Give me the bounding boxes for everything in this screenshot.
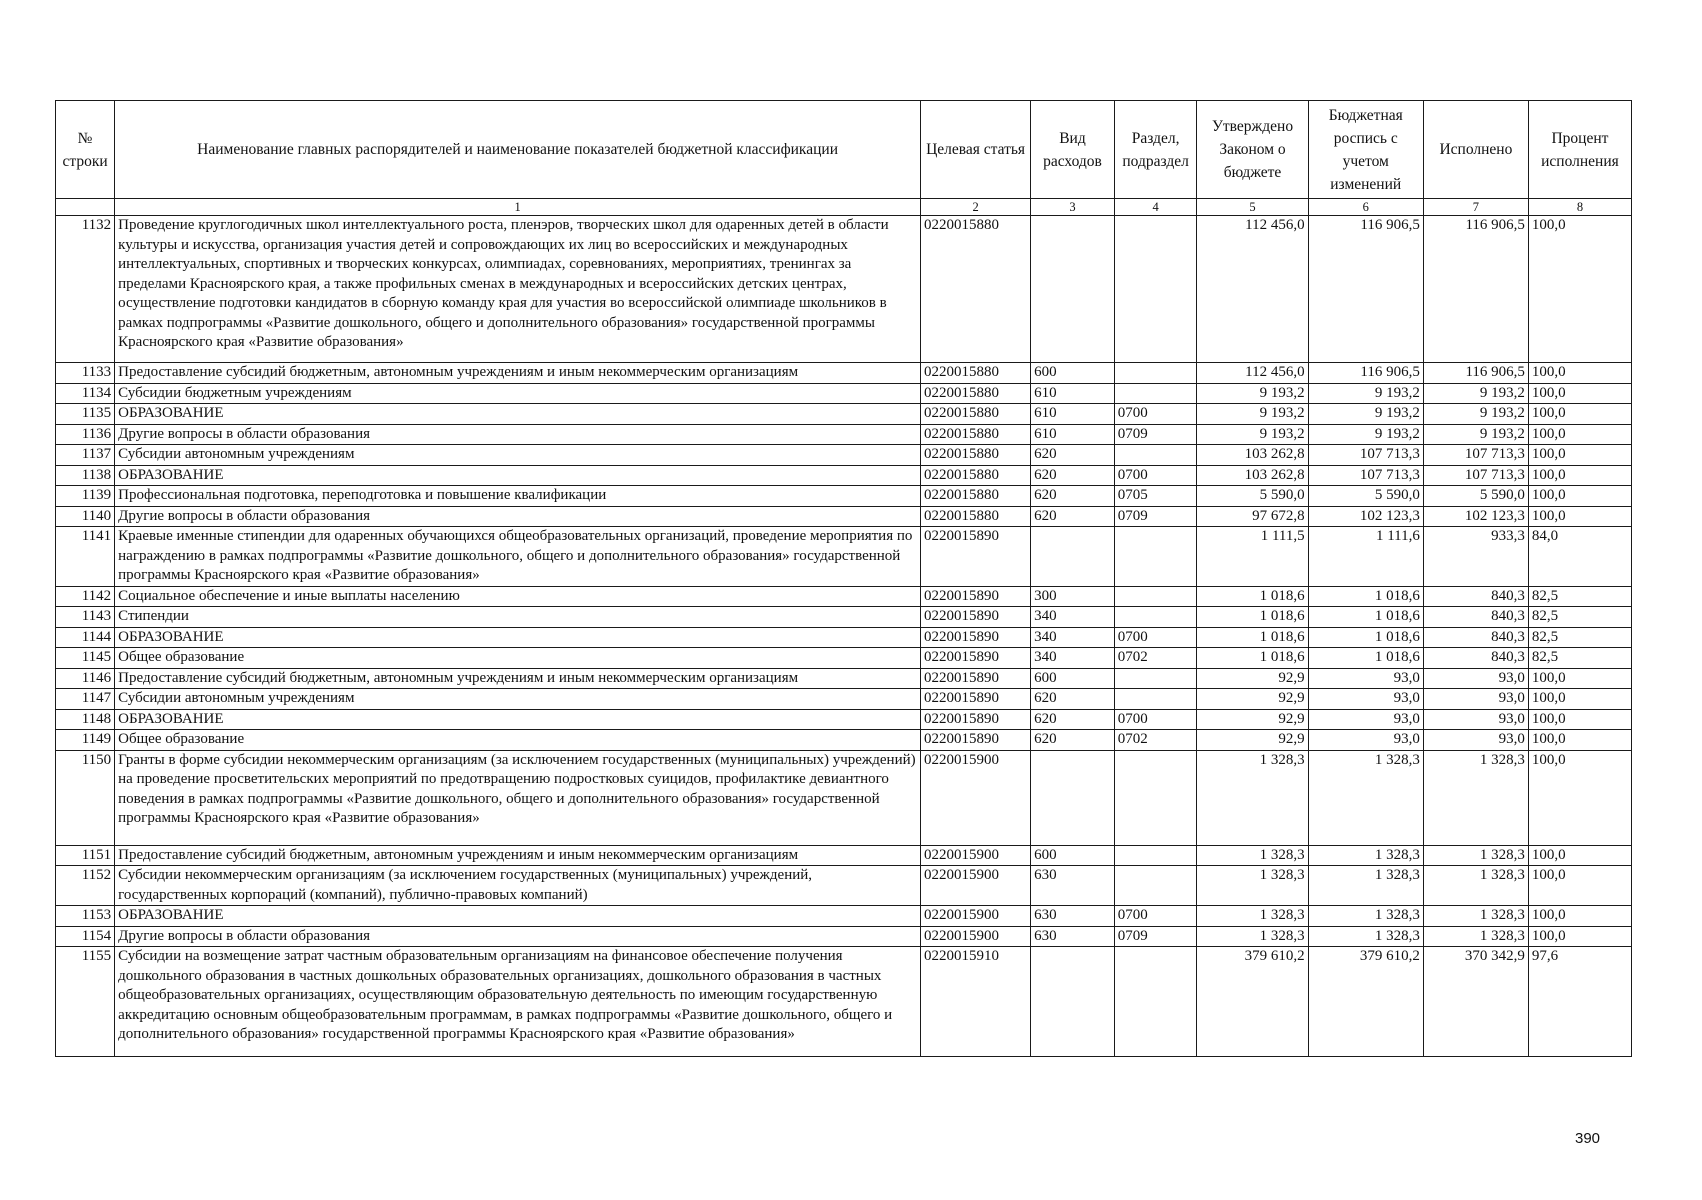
executed-amount-cell: 93,0 [1423,730,1528,751]
column-number: 1 [115,199,921,216]
approved-amount-cell: 1 018,6 [1197,627,1308,648]
column-number: 6 [1308,199,1423,216]
budget-painting-cell: 9 193,2 [1308,404,1423,425]
section-cell [1114,750,1197,845]
table-row [56,445,1632,466]
table-body [56,216,1632,1057]
executed-amount-cell: 1 328,3 [1423,906,1528,927]
target-article-cell: 0220015880 [921,506,1031,527]
header-percent: Процент исполнения [1528,101,1631,199]
target-article-cell: 0220015880 [921,363,1031,384]
indicator-name-cell: Предоставление субсидий бюджетным, автономным учреждениям и иным некоммерческим организациям [115,668,921,689]
table-row [56,866,1632,906]
row-number-cell: 1133 [56,363,115,384]
execution-percent-cell: 84,0 [1528,527,1631,587]
indicator-name-cell: Предоставление субсидий бюджетным, автономным учреждениям и иным некоммерческим организациям [115,845,921,866]
executed-amount-cell: 840,3 [1423,607,1528,628]
expense-kind-cell: 620 [1031,465,1115,486]
approved-amount-cell: 9 193,2 [1197,383,1308,404]
target-article-cell: 0220015890 [921,607,1031,628]
indicator-name-cell: ОБРАЗОВАНИЕ [115,404,921,425]
approved-amount-cell: 97 672,8 [1197,506,1308,527]
budget-painting-cell: 379 610,2 [1308,947,1423,1057]
target-article-cell: 0220015890 [921,709,1031,730]
expense-kind-cell: 340 [1031,648,1115,669]
header-painting: Бюджетная роспись с учетом изменений [1308,101,1423,199]
section-cell [1114,216,1197,363]
indicator-name-cell: ОБРАЗОВАНИЕ [115,709,921,730]
executed-amount-cell: 93,0 [1423,668,1528,689]
indicator-name-cell: Другие вопросы в области образования [115,926,921,947]
budget-painting-cell: 93,0 [1308,668,1423,689]
section-cell: 0709 [1114,506,1197,527]
budget-painting-cell: 5 590,0 [1308,486,1423,507]
table-row [56,404,1632,425]
row-number-cell: 1137 [56,445,115,466]
table-row [56,383,1632,404]
table-row [56,668,1632,689]
indicator-name-cell: ОБРАЗОВАНИЕ [115,627,921,648]
expense-kind-cell: 630 [1031,866,1115,906]
expense-kind-cell: 620 [1031,445,1115,466]
execution-percent-cell: 100,0 [1528,383,1631,404]
indicator-name-cell: Субсидии некоммерческим организациям (за исключением государственных (муниципальных) учреждений, государственных корпораций (компаний), публично-правовых компаний) [115,866,921,906]
execution-percent-cell: 100,0 [1528,730,1631,751]
target-article-cell: 0220015900 [921,906,1031,927]
target-article-cell: 0220015910 [921,947,1031,1057]
table-row [56,486,1632,507]
row-number-cell: 1135 [56,404,115,425]
indicator-name-cell: Профессиональная подготовка, переподготовка и повышение квалификации [115,486,921,507]
budget-painting-cell: 1 111,6 [1308,527,1423,587]
row-number-cell: 1154 [56,926,115,947]
budget-painting-cell: 93,0 [1308,730,1423,751]
section-cell: 0700 [1114,906,1197,927]
target-article-cell: 0220015890 [921,586,1031,607]
target-article-cell: 0220015890 [921,668,1031,689]
row-number-cell: 1138 [56,465,115,486]
approved-amount-cell: 5 590,0 [1197,486,1308,507]
row-number-cell: 1153 [56,906,115,927]
indicator-name-cell: Другие вопросы в области образования [115,506,921,527]
budget-painting-cell: 1 018,6 [1308,627,1423,648]
section-cell: 0702 [1114,648,1197,669]
expense-kind-cell [1031,947,1115,1057]
approved-amount-cell: 1 328,3 [1197,845,1308,866]
table-row [56,465,1632,486]
table-row [56,709,1632,730]
target-article-cell: 0220015880 [921,424,1031,445]
column-number: 7 [1423,199,1528,216]
budget-painting-cell: 1 328,3 [1308,926,1423,947]
row-number-cell: 1136 [56,424,115,445]
section-cell [1114,866,1197,906]
section-cell: 0700 [1114,404,1197,425]
table-row [56,527,1632,587]
executed-amount-cell: 840,3 [1423,648,1528,669]
approved-amount-cell: 103 262,8 [1197,445,1308,466]
executed-amount-cell: 107 713,3 [1423,465,1528,486]
execution-percent-cell: 100,0 [1528,506,1631,527]
execution-percent-cell: 97,6 [1528,947,1631,1057]
approved-amount-cell: 379 610,2 [1197,947,1308,1057]
execution-percent-cell: 100,0 [1528,363,1631,384]
executed-amount-cell: 116 906,5 [1423,216,1528,363]
indicator-name-cell: Стипендии [115,607,921,628]
executed-amount-cell: 1 328,3 [1423,750,1528,845]
header-row-no: № строки [56,101,115,199]
expense-kind-cell: 620 [1031,486,1115,507]
row-number-cell: 1152 [56,866,115,906]
section-cell: 0709 [1114,424,1197,445]
budget-painting-cell: 116 906,5 [1308,216,1423,363]
expense-kind-cell: 610 [1031,383,1115,404]
execution-percent-cell: 100,0 [1528,668,1631,689]
execution-percent-cell: 100,0 [1528,445,1631,466]
target-article-cell: 0220015880 [921,383,1031,404]
approved-amount-cell: 1 328,3 [1197,926,1308,947]
indicator-name-cell: Социальное обеспечение и иные выплаты населению [115,586,921,607]
budget-painting-cell: 9 193,2 [1308,424,1423,445]
budget-painting-cell: 102 123,3 [1308,506,1423,527]
execution-percent-cell: 100,0 [1528,424,1631,445]
indicator-name-cell: Другие вопросы в области образования [115,424,921,445]
target-article-cell: 0220015880 [921,445,1031,466]
approved-amount-cell: 92,9 [1197,689,1308,710]
expense-kind-cell [1031,750,1115,845]
header-name: Наименование главных распорядителей и наименование показателей бюджетной классификации [115,101,921,199]
execution-percent-cell: 82,5 [1528,607,1631,628]
execution-percent-cell: 100,0 [1528,404,1631,425]
target-article-cell: 0220015880 [921,404,1031,425]
expense-kind-cell: 340 [1031,607,1115,628]
table-row [56,730,1632,751]
approved-amount-cell: 92,9 [1197,730,1308,751]
expense-kind-cell: 610 [1031,424,1115,445]
row-number-cell: 1134 [56,383,115,404]
section-cell [1114,383,1197,404]
executed-amount-cell: 840,3 [1423,586,1528,607]
expense-kind-cell: 630 [1031,906,1115,927]
executed-amount-cell: 102 123,3 [1423,506,1528,527]
section-cell [1114,668,1197,689]
header-section: Раздел, подраздел [1114,101,1197,199]
approved-amount-cell: 1 018,6 [1197,607,1308,628]
row-number-cell: 1140 [56,506,115,527]
section-cell: 0705 [1114,486,1197,507]
execution-percent-cell: 100,0 [1528,465,1631,486]
target-article-cell: 0220015880 [921,486,1031,507]
expense-kind-cell: 620 [1031,689,1115,710]
target-article-cell: 0220015880 [921,216,1031,363]
section-cell [1114,363,1197,384]
indicator-name-cell: Проведение круглогодичных школ интеллектуального роста, пленэров, творческих школ для одаренных детей в области культуры и искусства, организация участия детей и сопровождающих их лиц во всероссийских и международных интеллектуальных, спортивных и творческих конкурсах, олимпиадах, соревнованиях, мероприятиях, тренингах за пределами Красноярского края, а также профильных сменах в международных и всероссийских детских центрах, осуществление подготовки кандидатов в сборную команду края для участия во всероссийской олимпиаде школьников в рамках подпрограммы «Развитие дошкольного, общего и дополнительного образования» государственной программы Красноярского края «Развитие образования» [115,216,921,363]
budget-table [55,100,1632,1057]
executed-amount-cell: 93,0 [1423,689,1528,710]
execution-percent-cell: 100,0 [1528,689,1631,710]
section-cell [1114,586,1197,607]
execution-percent-cell: 100,0 [1528,845,1631,866]
budget-painting-cell: 93,0 [1308,709,1423,730]
target-article-cell: 0220015890 [921,730,1031,751]
execution-percent-cell: 100,0 [1528,486,1631,507]
row-number-cell: 1142 [56,586,115,607]
indicator-name-cell: Субсидии автономным учреждениям [115,689,921,710]
execution-percent-cell: 100,0 [1528,216,1631,363]
row-number-cell: 1141 [56,527,115,587]
indicator-name-cell: Предоставление субсидий бюджетным, автономным учреждениям и иным некоммерческим организациям [115,363,921,384]
executed-amount-cell: 933,3 [1423,527,1528,587]
expense-kind-cell: 620 [1031,730,1115,751]
execution-percent-cell: 100,0 [1528,926,1631,947]
row-number-cell: 1132 [56,216,115,363]
table-row [56,845,1632,866]
budget-painting-cell: 93,0 [1308,689,1423,710]
row-number-cell: 1146 [56,668,115,689]
executed-amount-cell: 9 193,2 [1423,383,1528,404]
target-article-cell: 0220015890 [921,627,1031,648]
target-article-cell: 0220015890 [921,527,1031,587]
section-cell [1114,689,1197,710]
expense-kind-cell: 600 [1031,845,1115,866]
section-cell [1114,527,1197,587]
section-cell: 0702 [1114,730,1197,751]
budget-painting-cell: 1 328,3 [1308,845,1423,866]
section-cell [1114,445,1197,466]
executed-amount-cell: 840,3 [1423,627,1528,648]
row-number-cell: 1139 [56,486,115,507]
expense-kind-cell: 610 [1031,404,1115,425]
row-number-cell: 1144 [56,627,115,648]
budget-painting-cell: 1 018,6 [1308,586,1423,607]
row-number-cell: 1151 [56,845,115,866]
table-row [56,648,1632,669]
expense-kind-cell: 620 [1031,709,1115,730]
target-article-cell: 0220015890 [921,648,1031,669]
execution-percent-cell: 82,5 [1528,648,1631,669]
indicator-name-cell: Краевые именные стипендии для одаренных обучающихся общеобразовательных организаций, проведение мероприятия по награждению в рамках подпрограммы «Развитие дошкольного, общего и дополнительного образования» государственной программы Красноярского края «Развитие образования» [115,527,921,587]
row-number-cell: 1147 [56,689,115,710]
indicator-name-cell: ОБРАЗОВАНИЕ [115,906,921,927]
approved-amount-cell: 103 262,8 [1197,465,1308,486]
budget-painting-cell: 1 328,3 [1308,866,1423,906]
target-article-cell: 0220015900 [921,926,1031,947]
approved-amount-cell: 9 193,2 [1197,404,1308,425]
indicator-name-cell: Субсидии автономным учреждениям [115,445,921,466]
execution-percent-cell: 82,5 [1528,586,1631,607]
expense-kind-cell: 340 [1031,627,1115,648]
column-number [56,199,115,216]
executed-amount-cell: 116 906,5 [1423,363,1528,384]
row-number-cell: 1149 [56,730,115,751]
expense-kind-cell: 300 [1031,586,1115,607]
executed-amount-cell: 93,0 [1423,709,1528,730]
budget-painting-cell: 9 193,2 [1308,383,1423,404]
target-article-cell: 0220015900 [921,866,1031,906]
section-cell: 0700 [1114,465,1197,486]
execution-percent-cell: 82,5 [1528,627,1631,648]
budget-painting-cell: 1 018,6 [1308,607,1423,628]
indicator-name-cell: Общее образование [115,648,921,669]
indicator-name-cell: Общее образование [115,730,921,751]
page-number: 390 [1575,1130,1601,1147]
column-number: 3 [1031,199,1115,216]
approved-amount-cell: 1 328,3 [1197,750,1308,845]
section-cell [1114,845,1197,866]
execution-percent-cell: 100,0 [1528,866,1631,906]
header-approved: Утверждено Законом о бюджете [1197,101,1308,199]
approved-amount-cell: 92,9 [1197,709,1308,730]
expense-kind-cell: 600 [1031,363,1115,384]
executed-amount-cell: 1 328,3 [1423,866,1528,906]
budget-painting-cell: 116 906,5 [1308,363,1423,384]
expense-kind-cell [1031,216,1115,363]
section-cell: 0700 [1114,709,1197,730]
section-cell [1114,947,1197,1057]
approved-amount-cell: 112 456,0 [1197,216,1308,363]
target-article-cell: 0220015880 [921,465,1031,486]
table-row [56,627,1632,648]
executed-amount-cell: 5 590,0 [1423,486,1528,507]
approved-amount-cell: 1 328,3 [1197,906,1308,927]
table-row [56,216,1632,363]
section-cell [1114,607,1197,628]
indicator-name-cell: Субсидии бюджетным учреждениям [115,383,921,404]
expense-kind-cell: 630 [1031,926,1115,947]
table-row [56,689,1632,710]
header-target: Целевая статья [921,101,1031,199]
execution-percent-cell: 100,0 [1528,709,1631,730]
target-article-cell: 0220015900 [921,845,1031,866]
row-number-cell: 1145 [56,648,115,669]
target-article-cell: 0220015900 [921,750,1031,845]
executed-amount-cell: 9 193,2 [1423,424,1528,445]
column-number: 8 [1528,199,1631,216]
target-article-cell: 0220015890 [921,689,1031,710]
approved-amount-cell: 92,9 [1197,668,1308,689]
table-row [56,424,1632,445]
executed-amount-cell: 9 193,2 [1423,404,1528,425]
header-row [56,101,1632,199]
executed-amount-cell: 370 342,9 [1423,947,1528,1057]
budget-painting-cell: 107 713,3 [1308,465,1423,486]
indicator-name-cell: Гранты в форме субсидии некоммерческим организациям (за исключением государственных (муниципальных) учреждений) на проведение просветительских мероприятий по предотвращению подростковых суицидов, профилактике девиантного поведения в рамках подпрограммы «Развитие дошкольного, общего и дополнительного образования» государственной программы Красноярского края «Развитие образования» [115,750,921,845]
budget-painting-cell: 1 328,3 [1308,750,1423,845]
header-kind: Вид расходов [1031,101,1115,199]
table-row [56,607,1632,628]
section-cell: 0700 [1114,627,1197,648]
table-row [56,906,1632,927]
approved-amount-cell: 112 456,0 [1197,363,1308,384]
table-row [56,363,1632,384]
execution-percent-cell: 100,0 [1528,906,1631,927]
table-row [56,750,1632,845]
budget-sheet [55,100,1632,1057]
execution-percent-cell: 100,0 [1528,750,1631,845]
section-cell: 0709 [1114,926,1197,947]
executed-amount-cell: 107 713,3 [1423,445,1528,466]
budget-painting-cell: 1 328,3 [1308,906,1423,927]
expense-kind-cell: 600 [1031,668,1115,689]
approved-amount-cell: 1 018,6 [1197,648,1308,669]
approved-amount-cell: 1 111,5 [1197,527,1308,587]
column-number: 2 [921,199,1031,216]
budget-painting-cell: 107 713,3 [1308,445,1423,466]
indicator-name-cell: Субсидии на возмещение затрат частным образовательным организациям на финансовое обеспечение получения дошкольного образования в частных дошкольных образовательных организациях, дошкольного образования в частных общеобразовательных организациях, осуществляющим образовательную деятельность по имеющим государственную аккредитацию основным общеобразовательным программам, в рамках подпрограммы «Развитие дошкольного, общего и дополнительного образования» государственной программы Красноярского края «Развитие образования» [115,947,921,1057]
expense-kind-cell: 620 [1031,506,1115,527]
column-number-row [56,199,1632,216]
approved-amount-cell: 1 018,6 [1197,586,1308,607]
row-number-cell: 1143 [56,607,115,628]
table-row [56,947,1632,1057]
table-row [56,586,1632,607]
expense-kind-cell [1031,527,1115,587]
row-number-cell: 1148 [56,709,115,730]
approved-amount-cell: 9 193,2 [1197,424,1308,445]
approved-amount-cell: 1 328,3 [1197,866,1308,906]
row-number-cell: 1150 [56,750,115,845]
executed-amount-cell: 1 328,3 [1423,926,1528,947]
header-executed: Исполнено [1423,101,1528,199]
executed-amount-cell: 1 328,3 [1423,845,1528,866]
table-row [56,506,1632,527]
column-number: 4 [1114,199,1197,216]
row-number-cell: 1155 [56,947,115,1057]
table-row [56,926,1632,947]
column-number: 5 [1197,199,1308,216]
budget-painting-cell: 1 018,6 [1308,648,1423,669]
indicator-name-cell: ОБРАЗОВАНИЕ [115,465,921,486]
